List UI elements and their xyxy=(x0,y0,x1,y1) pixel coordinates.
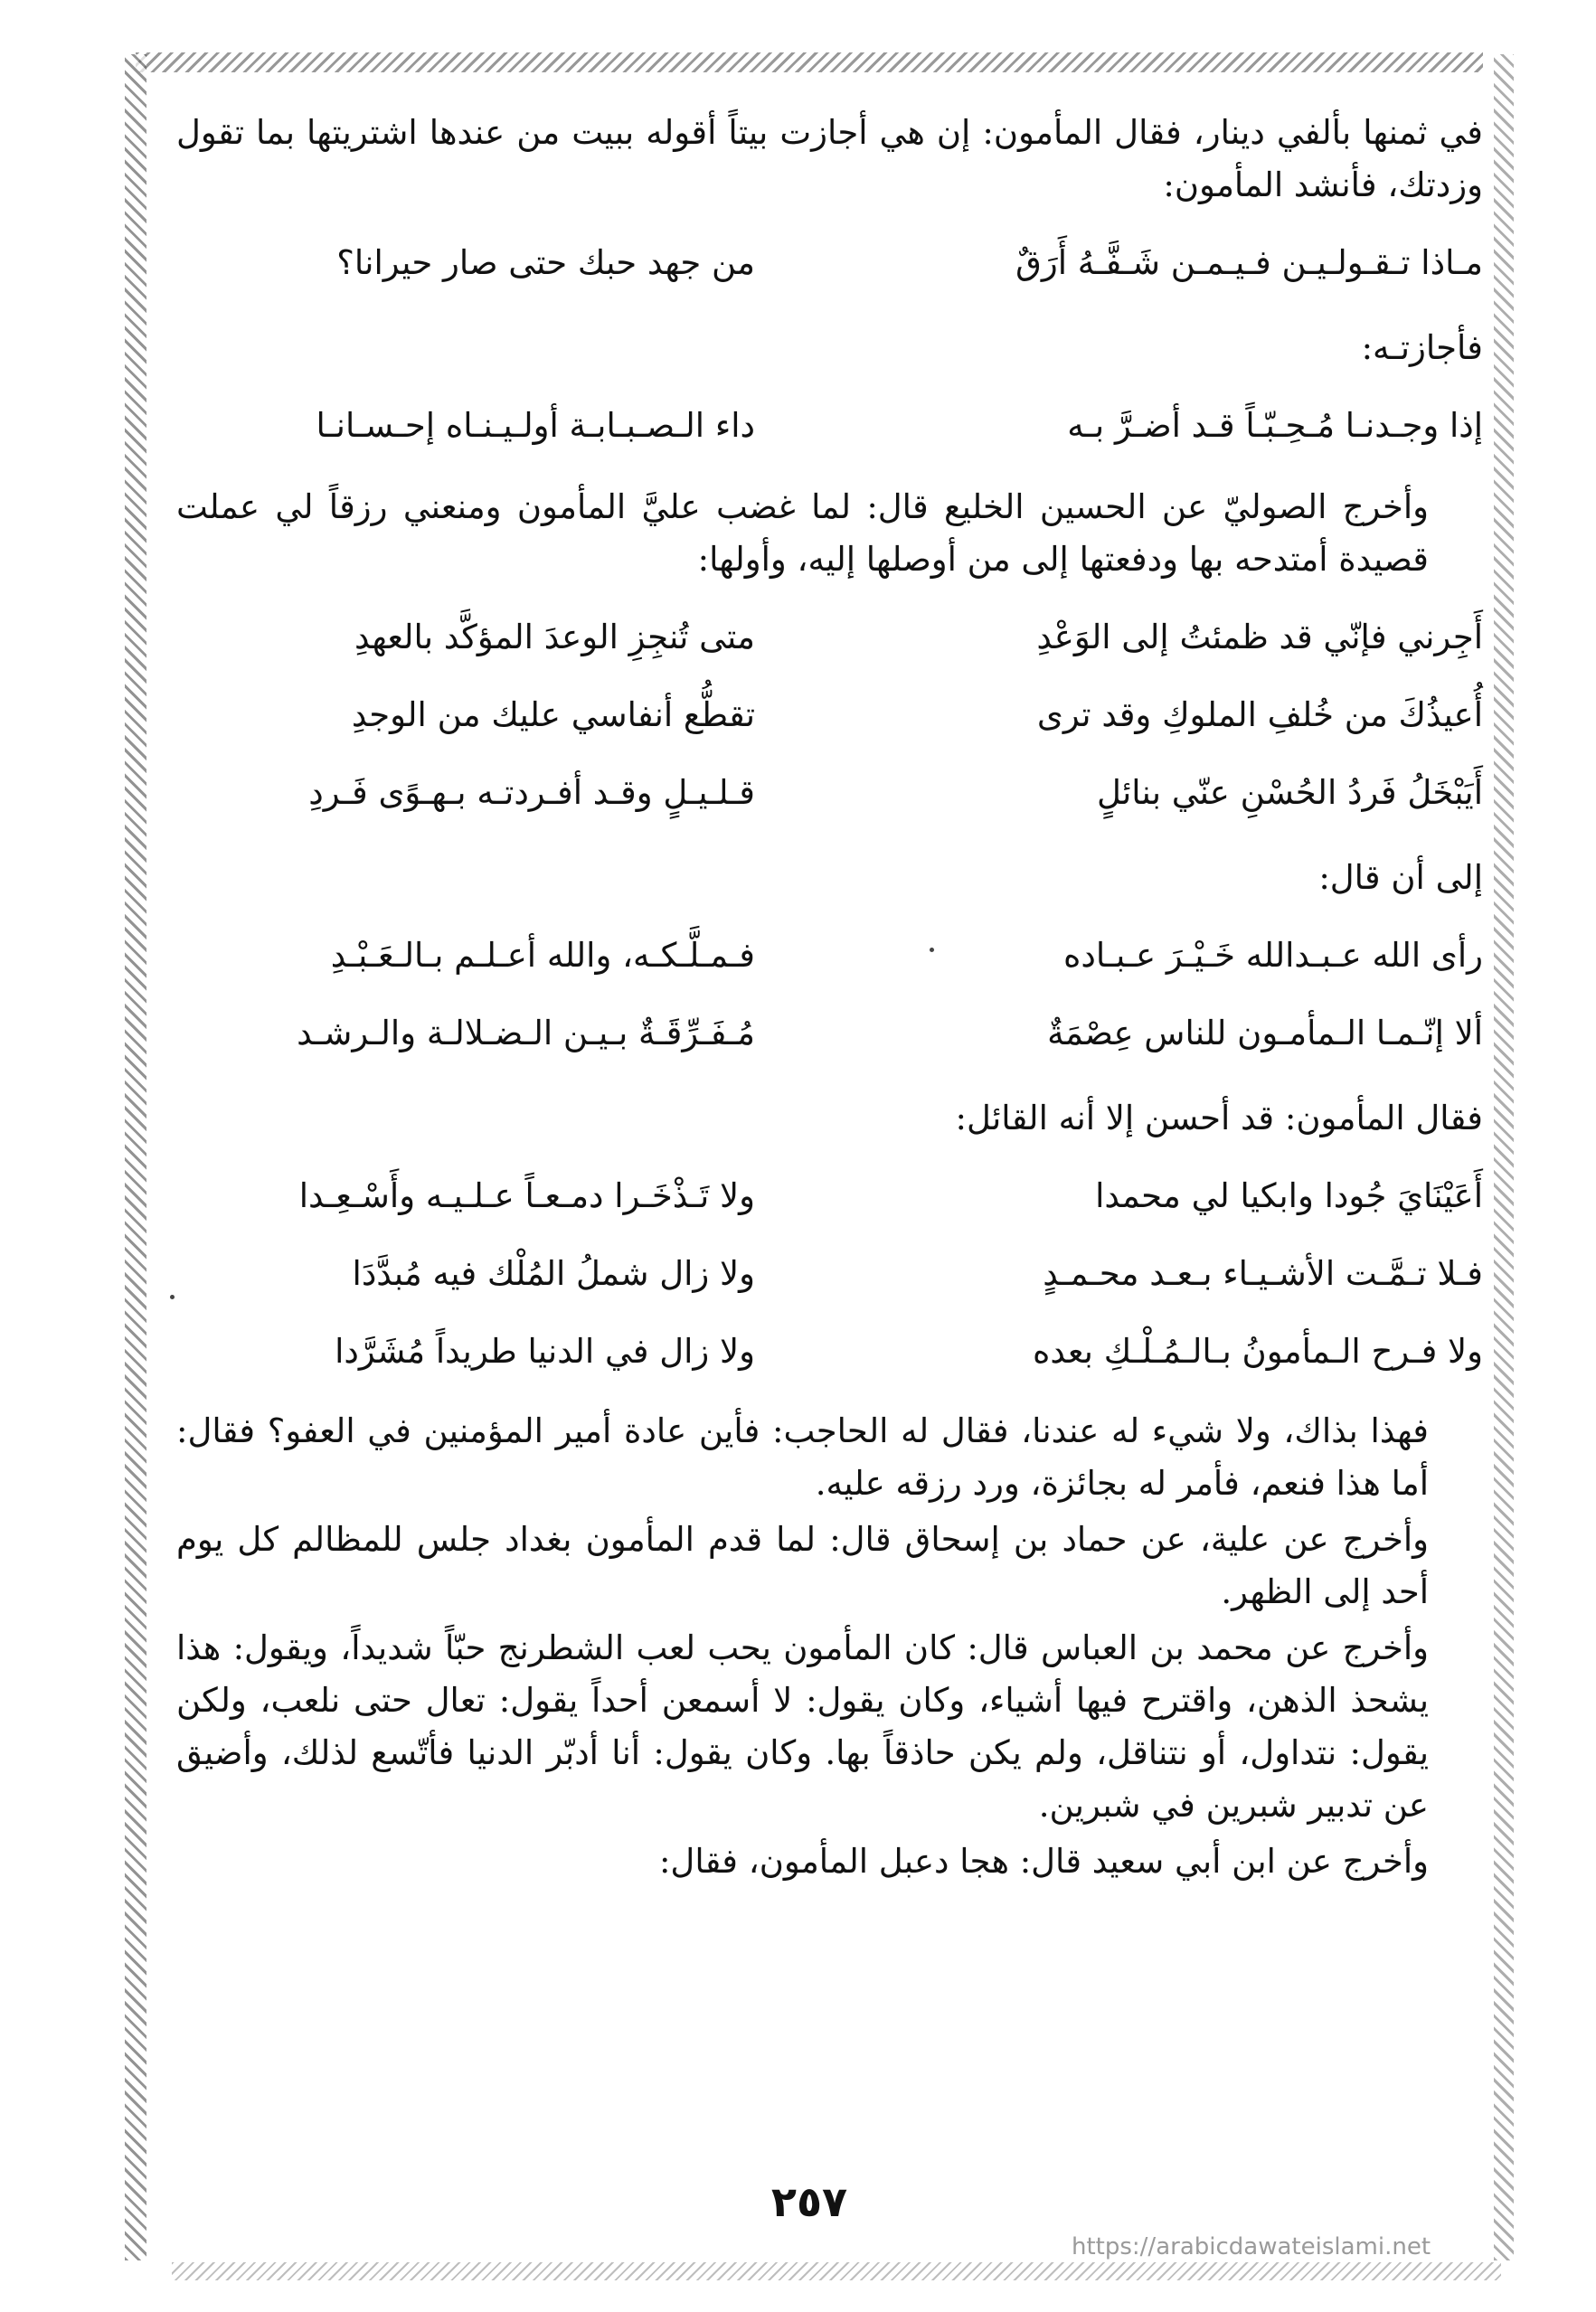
verse-second-hemistich: داء الـصـبـابـة أولـيـنـاه إحـسـانـا xyxy=(316,406,755,445)
verse-second-hemistich: من جهد حبك حتى صار حيرانا؟ xyxy=(336,243,755,282)
decorative-border-bottom xyxy=(172,2262,1501,2280)
page-number: ٢٥٧ xyxy=(770,2177,848,2226)
verse-first-hemistich: مـاذا تـقـولـيـن فـيـمـن شَـفَّـهُ أَرَقٌ xyxy=(1015,243,1483,282)
paragraph-opening: في ثمنها بألفي دينار، فقال المأمون: إن هي أجازت بيتاً أقوله ببيت من عندها اشتريتها بما تقول وزدتك، فأنشد المأمون: xyxy=(176,113,1483,204)
verse-second-hemistich: مُـفَـرِّقَـةٌ بـيـن الـضـلالـة والـرشـد xyxy=(297,1014,755,1052)
verse-block-2 xyxy=(176,387,1483,465)
verse-line xyxy=(176,754,1483,832)
page-body xyxy=(176,107,1483,1888)
verse-intro-label: إلى أن قال: xyxy=(1318,858,1483,897)
verse-first-hemistich: ألا إنّـمـا الـمأمـون للناس عِصْمَةٌ xyxy=(1047,1014,1483,1052)
verse-second-hemistich: تقطُّع أنفاسي عليك من الوجدِ xyxy=(351,695,755,734)
verse-block-1 xyxy=(176,224,1483,302)
verse-second-hemistich: متى تُنجِزِ الوعدَ المؤكَّد بالعهدِ xyxy=(354,618,755,656)
verse-block-5 xyxy=(176,1157,1483,1391)
verse-first-hemistich: أُعيذُكَ من خُلفِ الملوكِ وقد ترى xyxy=(1036,695,1483,734)
verse-first-hemistich: أَجِرني فإنّي قد ظمئتُ إلى الوَعْدِ xyxy=(1036,618,1483,656)
verse-first-hemistich: ولا فـرح الـمأمونُ بـالـمُـلْـكِ بعده xyxy=(1033,1332,1483,1371)
paragraph-shatranj: وأخرج عن محمد بن العباس قال: كان المأمون يحب لعب الشطرنج حبّاً شديداً، ويقول: هذا يشحذ الذهن، واقترح فيها أشياء، وكان يقول: لا أسمعن أحداً يقول: تعال حتى نلعب، ولكن يقول: نتداول، أو نتناقل، ولم يكن حاذقاً بها. وكان يقول: أنا أدبّر الدنيا فأتّسع لذلك، وأضيق عن تدبير شبرين في شبرين. xyxy=(176,1628,1429,1825)
verse-line xyxy=(176,1313,1483,1391)
decorative-border-right xyxy=(1494,54,1514,2260)
verse-line xyxy=(176,224,1483,302)
scan-speck xyxy=(170,1295,175,1299)
verse-line xyxy=(176,387,1483,465)
verse-second-hemistich: ولا زال شملُ المُلْك فيه مُبدَّدَا xyxy=(352,1254,755,1293)
verse-first-hemistich: أَيَبْخَلُ فَردُ الحُسْنِ عنّي بنائلٍ xyxy=(1096,773,1483,812)
verse-second-hemistich: ولا تَـذْخَـرا دمـعـاً عـلـيـه وأَسْـعِـدا xyxy=(298,1176,755,1215)
verse-intro-label: فأجازتـه: xyxy=(1361,328,1483,367)
paragraph-hajib: فهذا بذاك، ولا شيء له عندنا، فقال له الحاجب: فأين عادة أمير المؤمنين في العفو؟ فقال: أما هذا فنعم، فأمر له بجائزة، ورد رزقه عليه. xyxy=(176,1411,1429,1503)
decorative-border-top xyxy=(136,52,1483,72)
verse-line xyxy=(176,995,1483,1072)
verse-first-hemistich: فـلا تـمَّـت الأشـيـاء بـعـد محـمـدٍ xyxy=(1043,1254,1483,1293)
verse-intro-label: فقال المأمون: قد أحسن إلا أنه القائل: xyxy=(955,1099,1483,1137)
verse-block-4 xyxy=(176,917,1483,1072)
verse-line xyxy=(176,1235,1483,1313)
verse-block-3 xyxy=(176,599,1483,832)
watermark-url: https://arabicdawateislami.net xyxy=(1072,2233,1431,2260)
verse-line xyxy=(176,917,1483,995)
paragraph-dibil: وأخرج عن ابن أبي سعيد قال: هجا دعبل المأمون، فقال: xyxy=(658,1842,1429,1881)
paragraph-ulayya: وأخرج عن علية، عن حماد بن إسحاق قال: لما قدم المأمون بغداد جلس للمظالم كل يوم أحد إلى الظهر. xyxy=(176,1520,1429,1611)
verse-first-hemistich: إذا وجـدنـا مُـحِـبّـاً قـد أضـرَّ بـه xyxy=(1067,406,1483,445)
verse-first-hemistich: رأى الله عـبـدالله خَـيْـرَ عـبـاده xyxy=(1063,936,1483,975)
decorative-border-left xyxy=(125,54,146,2260)
verse-line xyxy=(176,676,1483,754)
verse-first-hemistich: أَعَيْنَايَ جُودا وابكيا لي محمدا xyxy=(1095,1176,1483,1215)
verse-line xyxy=(176,599,1483,676)
verse-second-hemistich: قـلـيـلٍ وقـد أفـردتـه بـهـوًى فَـردِ xyxy=(308,773,755,812)
scan-speck xyxy=(930,948,934,952)
verse-second-hemistich: فـمـلَّـكـه، والله أعـلـم بـالـعَـبْـدِ xyxy=(330,936,755,975)
paragraph-suli: وأخرج الصوليّ عن الحسين الخليع قال: لما غضب عليَّ المأمون ومنعني رزقاً لي عملت قصيدة أمتدحه بها ودفعتها إلى من أوصلها إليه، وأولها: xyxy=(176,487,1429,579)
verse-second-hemistich: ولا زال في الدنيا طريداً مُشَرَّدا xyxy=(335,1332,755,1371)
verse-line xyxy=(176,1157,1483,1235)
